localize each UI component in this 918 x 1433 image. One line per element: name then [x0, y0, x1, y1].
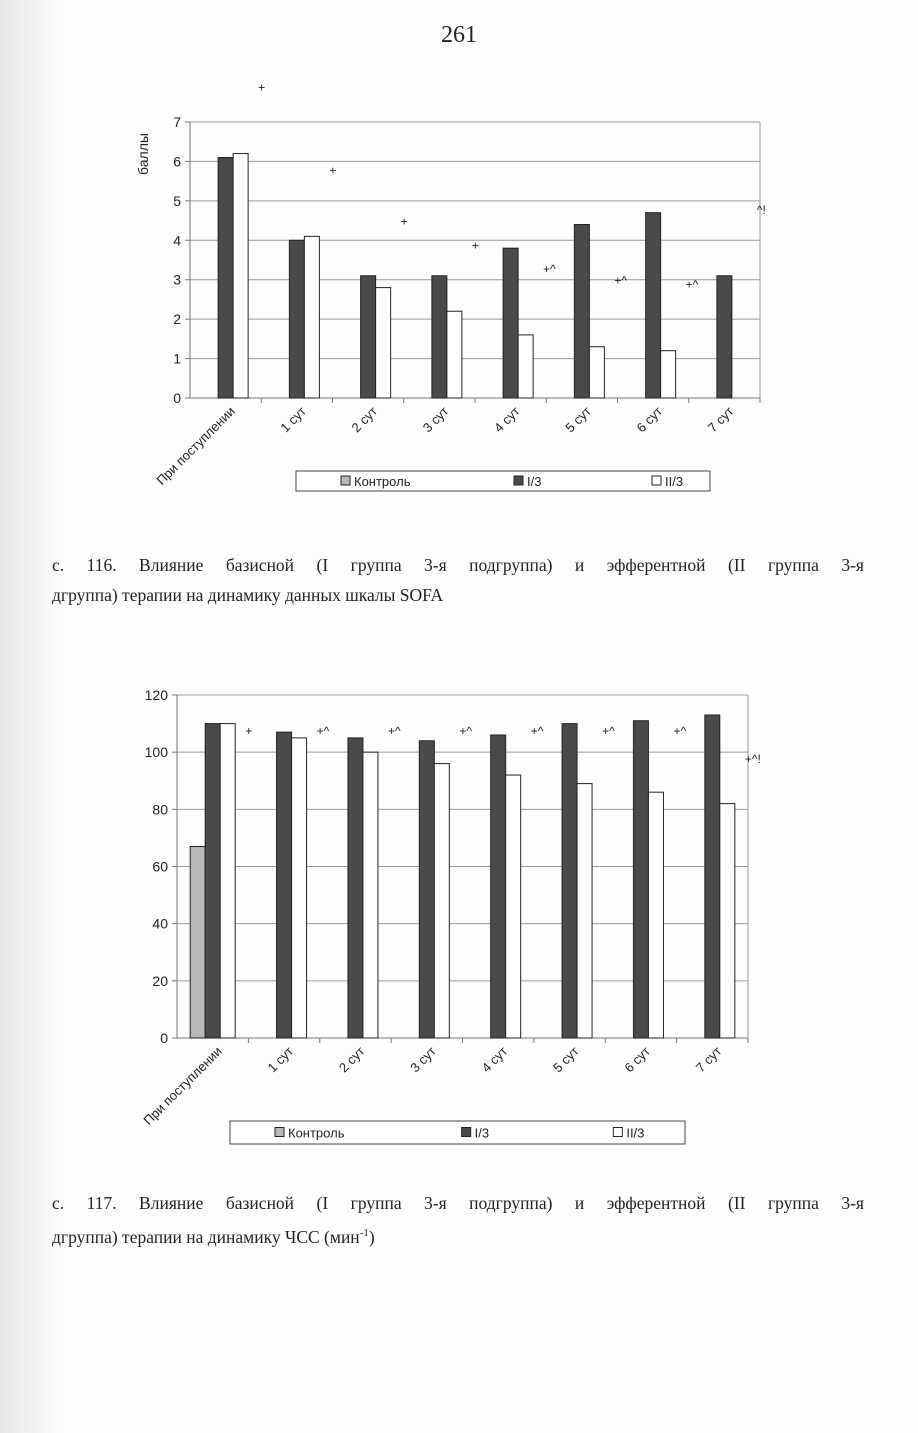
caption-117-line2	[52, 1218, 864, 1252]
caption-116-line1: с. 116. Влияние базисной (I группа 3-я подгруппа) и эфферентной (II группа 3-я	[52, 555, 864, 575]
x-tick-label: 1 сут	[277, 403, 309, 436]
significance-marker: +	[245, 724, 253, 738]
significance-marker: +^!	[744, 752, 761, 766]
page-edge-shadow	[0, 0, 60, 1433]
bar-g1	[361, 276, 376, 398]
bar-g2	[589, 347, 604, 398]
caption-117-line1: с. 117. Влияние базисной (I группа 3-я подгруппа) и эфферентной (II группа 3-я	[52, 1193, 864, 1213]
significance-marker: +	[258, 80, 266, 95]
legend-label-control: Контроль	[354, 474, 411, 489]
bar-g2	[434, 764, 449, 1038]
legend-swatch-g1	[514, 476, 523, 485]
significance-marker: +^	[543, 261, 556, 276]
figure-caption-117	[52, 1188, 864, 1252]
legend-swatch-g2	[652, 476, 661, 485]
bar-g1	[419, 741, 434, 1038]
significance-marker: +^	[602, 724, 615, 738]
y-tick-label: 20	[152, 972, 168, 989]
y-tick-label: 0	[173, 390, 181, 406]
legend-swatch-control	[275, 1128, 284, 1137]
bar-g1	[491, 735, 506, 1038]
significance-marker: +^	[614, 273, 628, 288]
legend-label-control: Контроль	[288, 1125, 345, 1141]
page-number: 261	[441, 22, 477, 48]
caption-117-tail: )	[368, 1226, 375, 1247]
bar-g2	[304, 236, 319, 398]
y-tick-label: 5	[173, 192, 181, 209]
y-tick-label: 100	[144, 744, 168, 761]
significance-marker: +^	[530, 724, 544, 738]
legend-swatch-control	[341, 476, 350, 485]
y-tick-label: 6	[173, 153, 181, 170]
significance-marker: +^	[387, 724, 401, 738]
y-tick-label: 3	[173, 271, 181, 288]
x-tick-label: 3 сут	[419, 403, 452, 436]
bar-g2	[518, 335, 533, 398]
caption-116-line2: дгруппа) терапии на динамику данных шкалы SOFA	[52, 585, 444, 605]
bar-g1	[289, 240, 304, 398]
x-tick-label: 4 сут	[491, 403, 523, 436]
caption-117-superscript: -1	[359, 1227, 369, 1239]
bar-g1	[717, 276, 732, 398]
legend-label-g2: II/3	[665, 474, 684, 489]
significance-marker: +^	[673, 724, 687, 738]
bar-g2	[363, 752, 378, 1038]
bar-g2	[376, 288, 391, 398]
significance-marker: ^!	[756, 202, 766, 217]
y-tick-label: 1	[173, 350, 181, 367]
bar-g2	[220, 724, 235, 1038]
heart-rate-bar-chart	[100, 675, 780, 1165]
y-tick-label: 40	[152, 915, 168, 932]
bar-g1	[432, 276, 447, 398]
x-tick-label: 4 сут	[478, 1043, 511, 1076]
bar-g1	[348, 738, 363, 1038]
legend-swatch-g2	[613, 1128, 622, 1137]
bar-g2	[292, 738, 307, 1038]
legend-label-g1: I/3	[474, 1125, 490, 1141]
legend-label-g1: I/3	[527, 474, 542, 489]
bar-g2	[233, 154, 248, 398]
x-tick-label: 3 сут	[407, 1043, 439, 1076]
x-tick-label: 5 сут	[562, 403, 594, 436]
x-tick-label: 7 сут	[704, 403, 737, 436]
y-tick-label: 4	[173, 232, 181, 249]
x-tick-label: При поступлении	[140, 1043, 225, 1128]
bar-g2	[648, 792, 663, 1038]
bar-g1	[574, 225, 589, 398]
y-tick-label: 60	[152, 858, 168, 875]
bar-control	[190, 846, 205, 1038]
significance-marker: +	[400, 214, 408, 229]
bar-g2	[661, 351, 676, 398]
bar-g1	[705, 715, 720, 1038]
sofa-bar-chart	[100, 80, 780, 520]
bar-g2	[577, 784, 592, 1038]
y-tick-label: 7	[173, 114, 181, 130]
bar-g1	[646, 213, 661, 398]
bar-g1	[205, 724, 220, 1038]
x-tick-label: 6 сут	[633, 403, 666, 436]
bar-g1	[277, 732, 292, 1038]
x-tick-label: При поступлении	[153, 403, 238, 488]
x-tick-label: 2 сут	[335, 1043, 368, 1076]
x-tick-label: 6 сут	[621, 1043, 654, 1076]
legend-label-g2: II/3	[626, 1125, 645, 1141]
caption-117-text: дгруппа) терапии на динамику ЧСС (мин	[52, 1226, 360, 1247]
figure-caption-116	[52, 550, 864, 610]
significance-marker: +	[471, 238, 479, 253]
significance-marker: +^	[459, 724, 472, 738]
y-tick-label: 0	[160, 1030, 168, 1046]
x-tick-label: 7 сут	[692, 1043, 725, 1076]
bar-g1	[562, 724, 577, 1038]
bar-g1	[633, 721, 648, 1038]
x-tick-label: 1 сут	[264, 1043, 297, 1076]
significance-marker: +	[329, 163, 337, 178]
bar-g2	[506, 775, 521, 1038]
bar-g1	[218, 157, 233, 398]
x-tick-label: 2 сут	[348, 403, 381, 436]
y-axis-label: баллы	[135, 133, 151, 175]
bar-g2	[720, 804, 735, 1038]
significance-marker: +^	[685, 277, 699, 292]
y-tick-label: 2	[173, 311, 181, 328]
significance-marker: +^	[316, 724, 330, 738]
legend-swatch-g1	[462, 1128, 471, 1137]
y-tick-label: 80	[152, 801, 168, 818]
bar-g1	[503, 248, 518, 398]
y-tick-label: 120	[144, 687, 168, 703]
bar-g2	[447, 311, 462, 398]
x-tick-label: 5 сут	[550, 1043, 582, 1076]
